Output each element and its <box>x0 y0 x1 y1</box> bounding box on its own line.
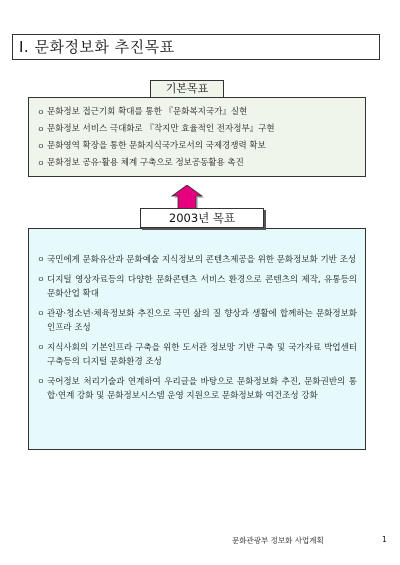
basic-goal-item <box>37 104 359 121</box>
goal-2003-text: 관광·청소년·체육정보화 추진으로 국민 삶의 질 향상과 생활에 합께하는 문화정보화 인프라 조성 <box>47 308 357 333</box>
goal-2003-text: 지식사회의 기본인프라 구축을 위한 도서관 정보망 기반 구축 및 국가자료 박업센터 구축등의 디지털 문화환경 조성 <box>47 342 357 367</box>
basic-goal-item <box>37 121 359 138</box>
bullet-icon: ㅇ <box>37 159 45 168</box>
bullet-icon: ㅇ <box>37 342 45 352</box>
goal-2003-item <box>37 341 357 370</box>
footer-text: 문화관광부 정보화 사업계획 <box>232 536 324 545</box>
basic-goal-text: 문화영역 확장을 통한 문화지식국가로서의 국제경쟁력 확보 <box>47 141 266 151</box>
bullet-icon: ㅇ <box>37 108 45 117</box>
page-number: 1 <box>382 535 387 544</box>
bullet-icon: ㅇ <box>37 274 45 284</box>
basic-goal-item <box>37 138 359 155</box>
basic-goal-text: 문화정보 접근기회 확대를 통한 『문화복지국가』실현 <box>47 107 248 117</box>
goal-2003-item <box>37 375 357 404</box>
bullet-icon: ㅇ <box>37 255 45 264</box>
goal-2003-item <box>37 253 357 268</box>
goals-2003-label: 2003년 목표 <box>140 208 264 228</box>
basic-goal-text: 문화정보 공유·활용 체계 구축으로 정보공동활용 촉진 <box>47 158 244 168</box>
basic-goal-item <box>37 155 359 172</box>
goal-2003-text: 디지털 영상자료등의 다양한 문화콘텐츠 서비스 환경으로 콘텐츠의 제작, 유통등의 문화산업 확대 <box>47 274 357 299</box>
page-title: Ⅰ. 문화정보화 추진목표 <box>12 34 380 60</box>
goal-2003-item <box>37 307 357 336</box>
basic-goals-label: 기본목표 <box>150 80 224 98</box>
bullet-icon: ㅇ <box>37 308 45 318</box>
bullet-icon: ㅇ <box>37 142 45 151</box>
bullet-icon: ㅇ <box>37 125 45 134</box>
bullet-icon: ㅇ <box>37 376 45 386</box>
goal-2003-item <box>37 273 357 302</box>
basic-goals-box <box>28 97 366 177</box>
goals-2003-box <box>28 228 366 450</box>
basic-goal-text: 문화정보 서비스 극대화로 『작지만 효율적인 전자정부』구현 <box>47 124 275 134</box>
goal-2003-text: 국어정보 처리기술과 연계하여 우리글을 바탕으로 문화정보화 추진, 문화권반의 통합·연계 강화 및 문화정보시스템 운영 지원으로 문화정보화 여건조성 강화 <box>47 376 357 401</box>
goal-2003-text: 국민에게 문화유산과 문화예술 지식정보의 콘텐츠제공을 위한 문화정보화 기반 조성 <box>47 255 357 265</box>
